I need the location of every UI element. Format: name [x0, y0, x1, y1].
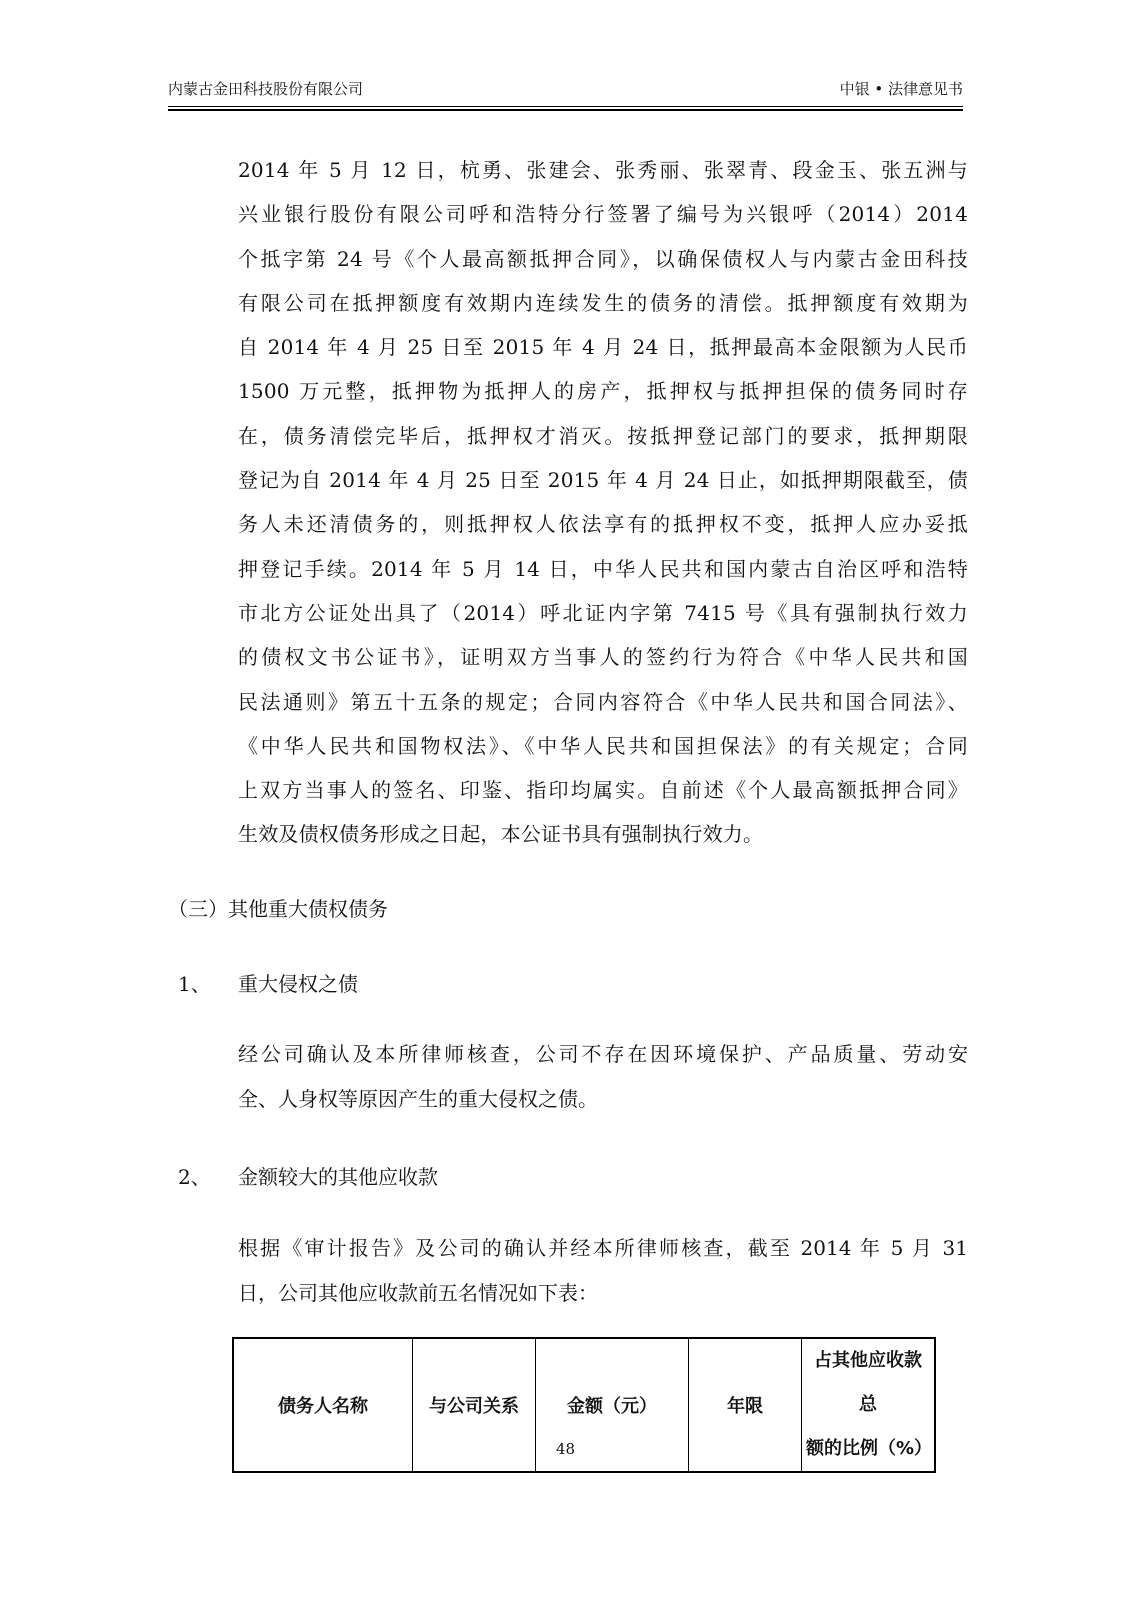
paragraph-line: 市北方公证处出具了（2014）呼北证内字第 7415 号《具有强制执行效力 — [238, 600, 968, 625]
mortgage-paragraph — [238, 148, 968, 857]
header-document-title: 中银 • 法律意见书 — [839, 80, 963, 98]
item-title: 重大侵权之债 — [238, 972, 358, 996]
page-number: 48 — [555, 1440, 576, 1458]
paragraph-line: 上双方当事人的签名、印鉴、指印均属实。自前述《个人最高额抵押合同》 — [238, 778, 968, 803]
paragraph-line: 登记为自 2014 年 4 月 25 日至 2015 年 4 月 24 日止，如抵押期限截至，债 — [238, 468, 968, 493]
paragraph-line: 的债权文书公证书》，证明双方当事人的签约行为符合《中华人民共和国 — [238, 645, 968, 670]
paragraph-line: 经公司确认及本所律师核查，公司不存在因环境保护、产品质量、劳动安 — [238, 1042, 968, 1066]
paragraph-line: 押登记手续。2014 年 5 月 14 日，中华人民共和国内蒙古自治区呼和浩特 — [238, 556, 968, 581]
paragraph-line: 《中华人民共和国物权法》、《中华人民共和国担保法》的有关规定；合同 — [238, 733, 968, 758]
column-header: 债务人名称 — [233, 1338, 413, 1472]
receivables-paragraph — [238, 1226, 968, 1315]
paragraph-line: 根据《审计报告》及公司的确认并经本所律师核查，截至 2014 年 5 月 31 — [238, 1236, 968, 1260]
column-header: 金额（元） — [536, 1338, 689, 1472]
paragraph-line: 自 2014 年 4 月 25 日至 2015 年 4 月 24 日，抵押最高本金限额为人民币 — [238, 335, 968, 360]
paragraph-line: 2014 年 5 月 12 日，杭勇、张建会、张秀丽、张翠青、段金玉、张五洲与 — [238, 158, 968, 182]
item-title: 金额较大的其他应收款 — [238, 1165, 438, 1189]
column-header-line: 额的比例（%） — [806, 1438, 933, 1459]
paragraph-line: 1500 万元整，抵押物为抵押人的房产，抵押权与抵押担保的债务同时存 — [238, 379, 968, 404]
section-heading: （三）其他重大债权债务 — [168, 897, 388, 921]
header-divider — [168, 109, 963, 111]
header-company-name: 内蒙古金田科技股份有限公司 — [168, 80, 364, 98]
column-header: 年限 — [689, 1338, 802, 1472]
paragraph-line: 有限公司在抵押额度有效期内连续发生的债务的清偿。抵押额度有效期为 — [238, 290, 968, 315]
paragraph-line: 个抵字第 24 号《个人最高额抵押合同》，以确保债权人与内蒙古金田科技 — [238, 246, 968, 271]
paragraph-line: 兴业银行股份有限公司呼和浩特分行签署了编号为兴银呼（2014）2014 — [238, 202, 968, 227]
tort-debt-paragraph — [238, 1032, 968, 1121]
item-number: 2、 — [178, 1165, 211, 1189]
page-header — [168, 78, 963, 107]
paragraph-line: 日，公司其他应收款前五名情况如下表： — [238, 1280, 598, 1305]
paragraph-line: 全、人身权等原因产生的重大侵权之债。 — [238, 1086, 598, 1111]
paragraph-line: 在，债务清偿完毕后，抵押权才消灭。按抵押登记部门的要求，抵押期限 — [238, 423, 968, 448]
item-number: 1、 — [178, 972, 211, 996]
paragraph-line: 务人未还清债务的，则抵押权人依法享有的抵押权不变，抵押人应办妥抵 — [238, 512, 968, 537]
paragraph-line: 民法通则》第五十五条的规定；合同内容符合《中华人民共和国合同法》、 — [238, 689, 968, 714]
paragraph-line: 生效及债权债务形成之日起，本公证书具有强制执行效力。 — [238, 822, 764, 847]
column-header: 与公司关系 — [413, 1338, 536, 1472]
column-header-line: 占其他应收款总 — [814, 1350, 922, 1415]
